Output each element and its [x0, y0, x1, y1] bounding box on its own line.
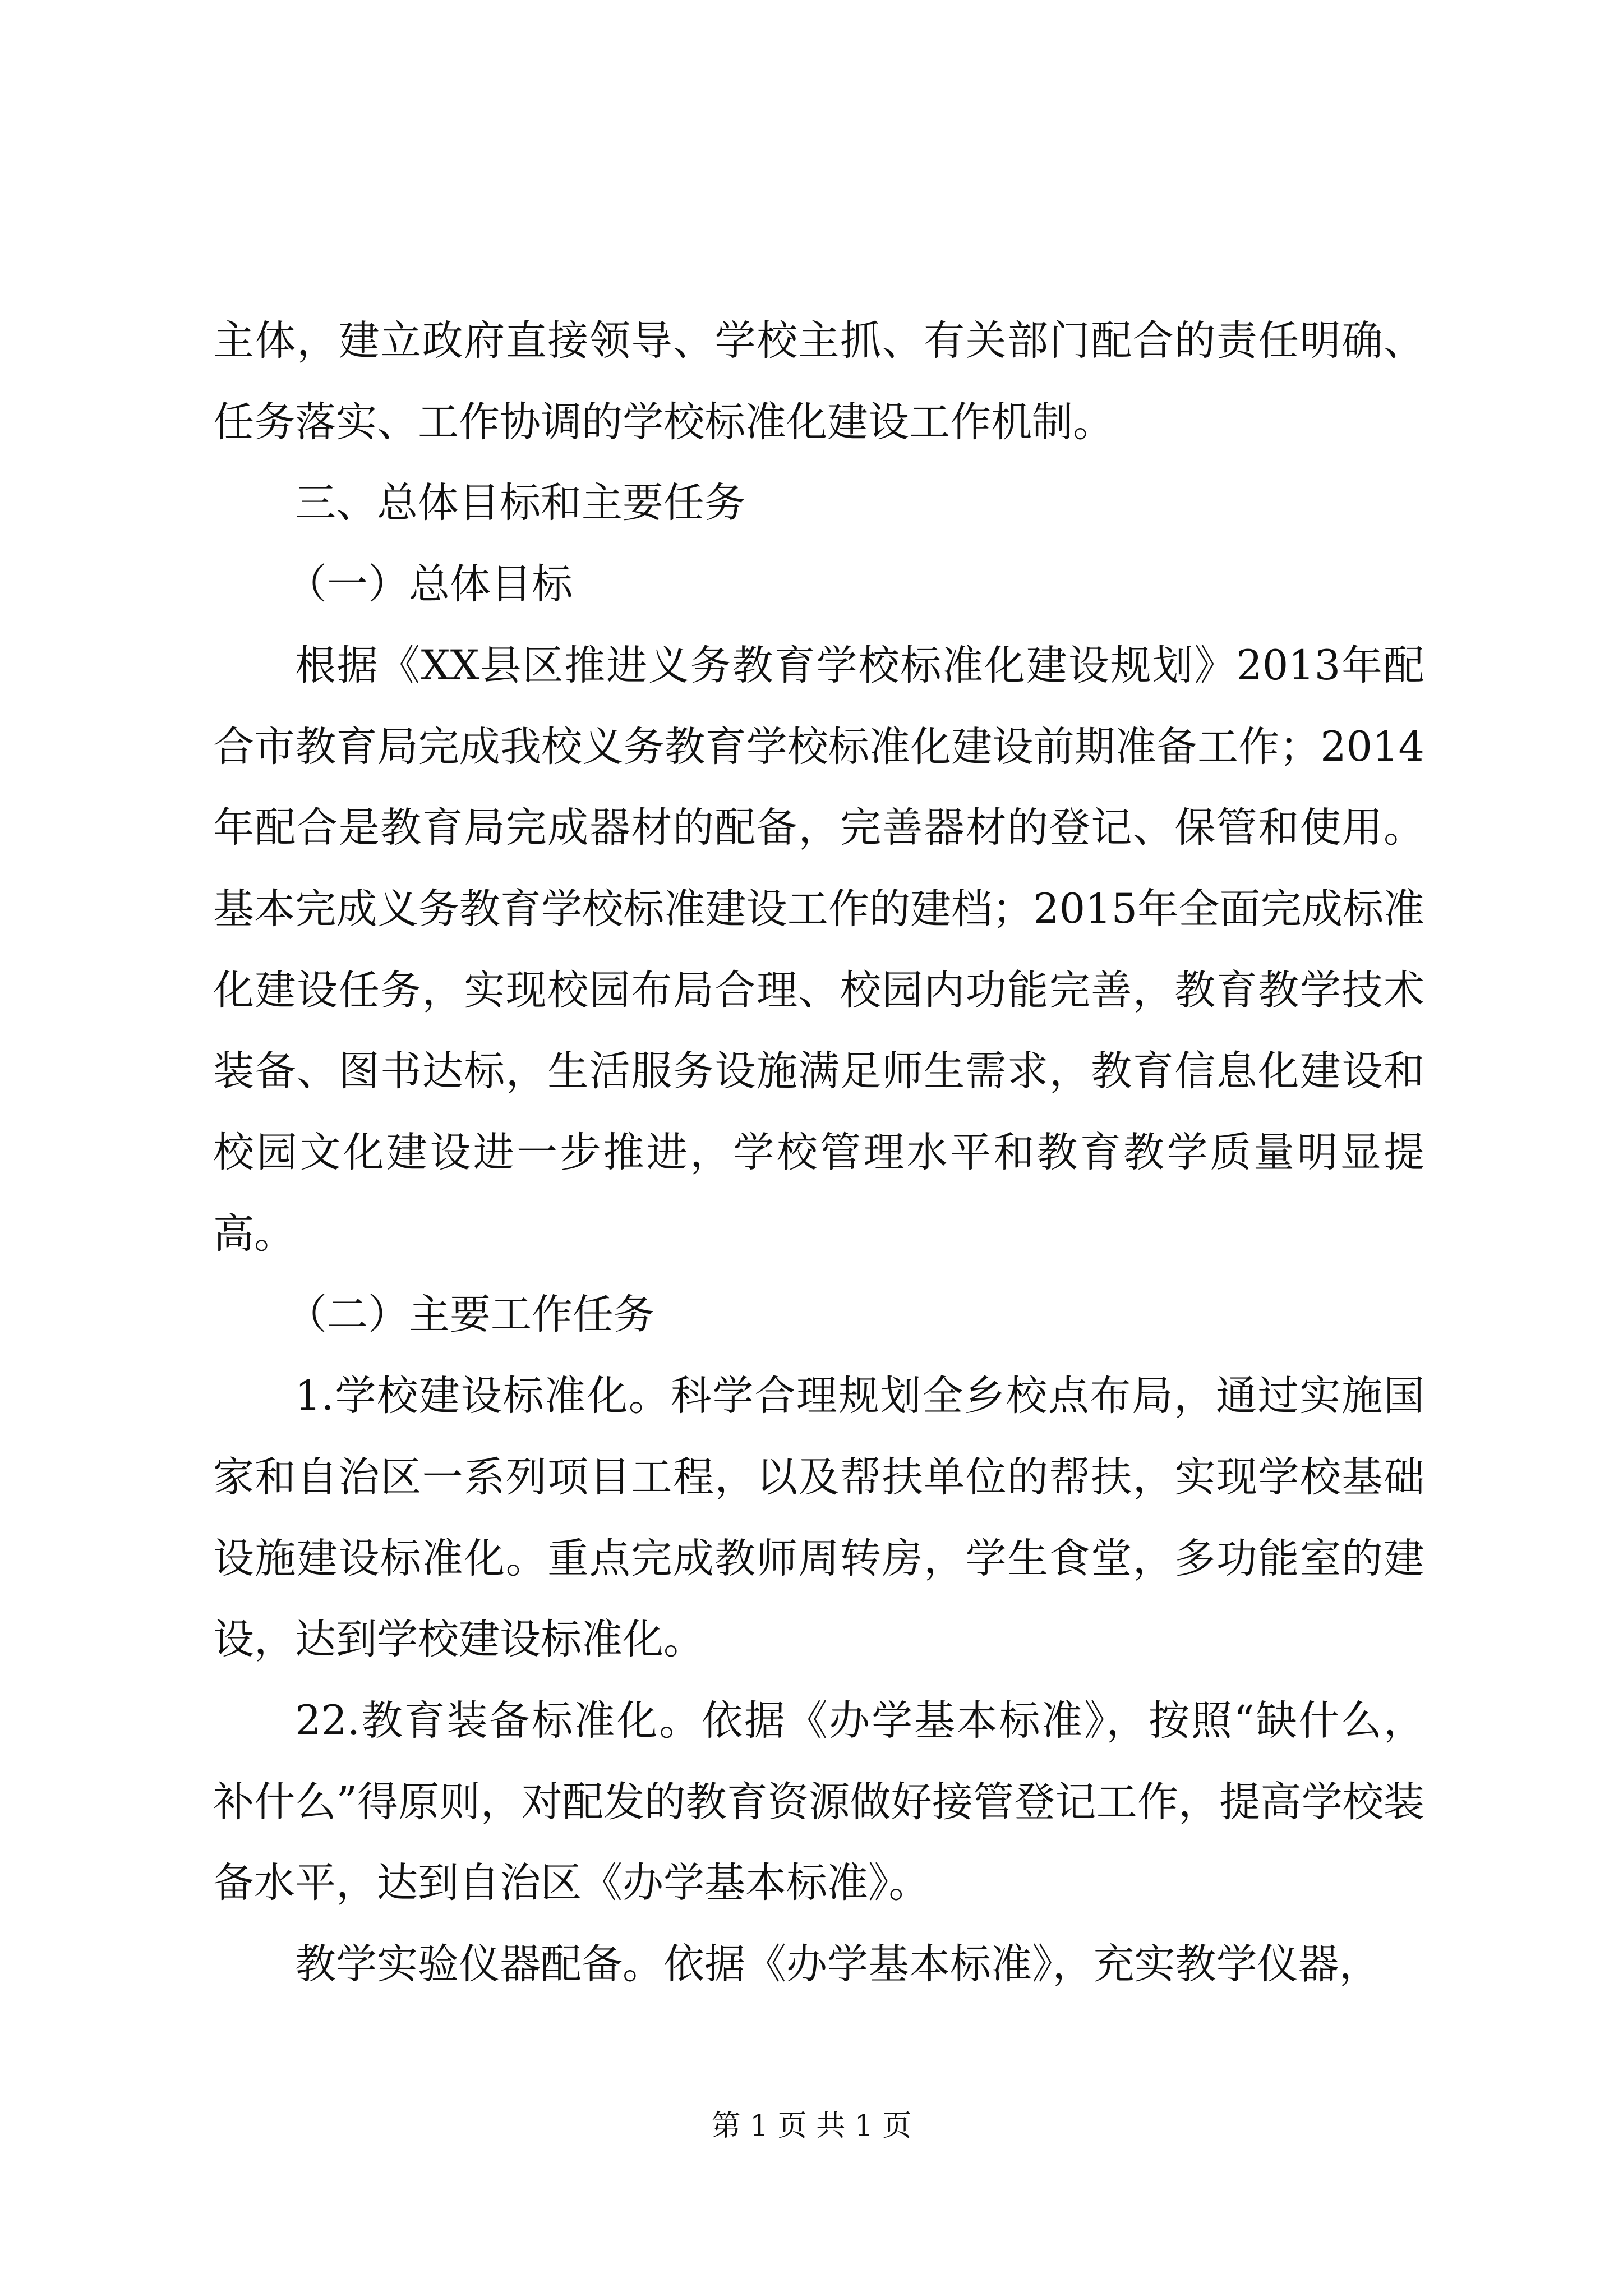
document-body — [213, 301, 1424, 2005]
paragraph-task-1: 1.学校建设标准化。科学合理规划全乡校点布局，通过实施国家和自治区一系列项目工程，以及帮扶单位的帮扶，实现学校基础设施建设标准化。重点完成教师周转房，学生食堂，多功能室的建设，达到学校建设标准化。 — [213, 1372, 1424, 1664]
paragraph-lab-equipment: 教学实验仪器配备。依据《办学基本标准》，充实教学仪器， — [295, 1940, 1380, 1989]
paragraph-task-2: 22.教育装备标准化。依据《办学基本标准》，按照“缺什么，补什么”得原则，对配发的教育资源做好接管登记工作，提高学校装备水平，达到自治区《办学基本标准》。 — [213, 1696, 1424, 1907]
section-heading-3: 三、总体目标和主要任务 — [295, 479, 745, 527]
subheading-overall-goal: （一）总体目标 — [286, 560, 573, 609]
paragraph-continuation: 主体，建立政府直接领导、学校主抓、有关部门配合的责任明确、任务落实、工作协调的学校标准化建设工作机制。 — [213, 317, 1424, 446]
page-footer: 第 1 页 共 1 页 — [711, 2109, 912, 2143]
subheading-main-tasks: （二）主要工作任务 — [286, 1291, 654, 1339]
paragraph-overall-goal: 根据《XX县区推进义务教育学校标准化建设规划》2013年配合市教育局完成我校义务教育学校标准化建设前期准备工作；2014年配合是教育局完成器材的配备，完善器材的登记、保管和使用。基本完成义务教育学校标准建设工作的建档；2015年全面完成标准化建设任务，实现校园布局合理、校园内功能完善，教育教学技术装备、图书达标，生活服务设施满足师生需求，教育信息化建设和校园文化建设进一步推进，学校管理水平和教育教学质量明显提高。 — [213, 641, 1424, 1258]
